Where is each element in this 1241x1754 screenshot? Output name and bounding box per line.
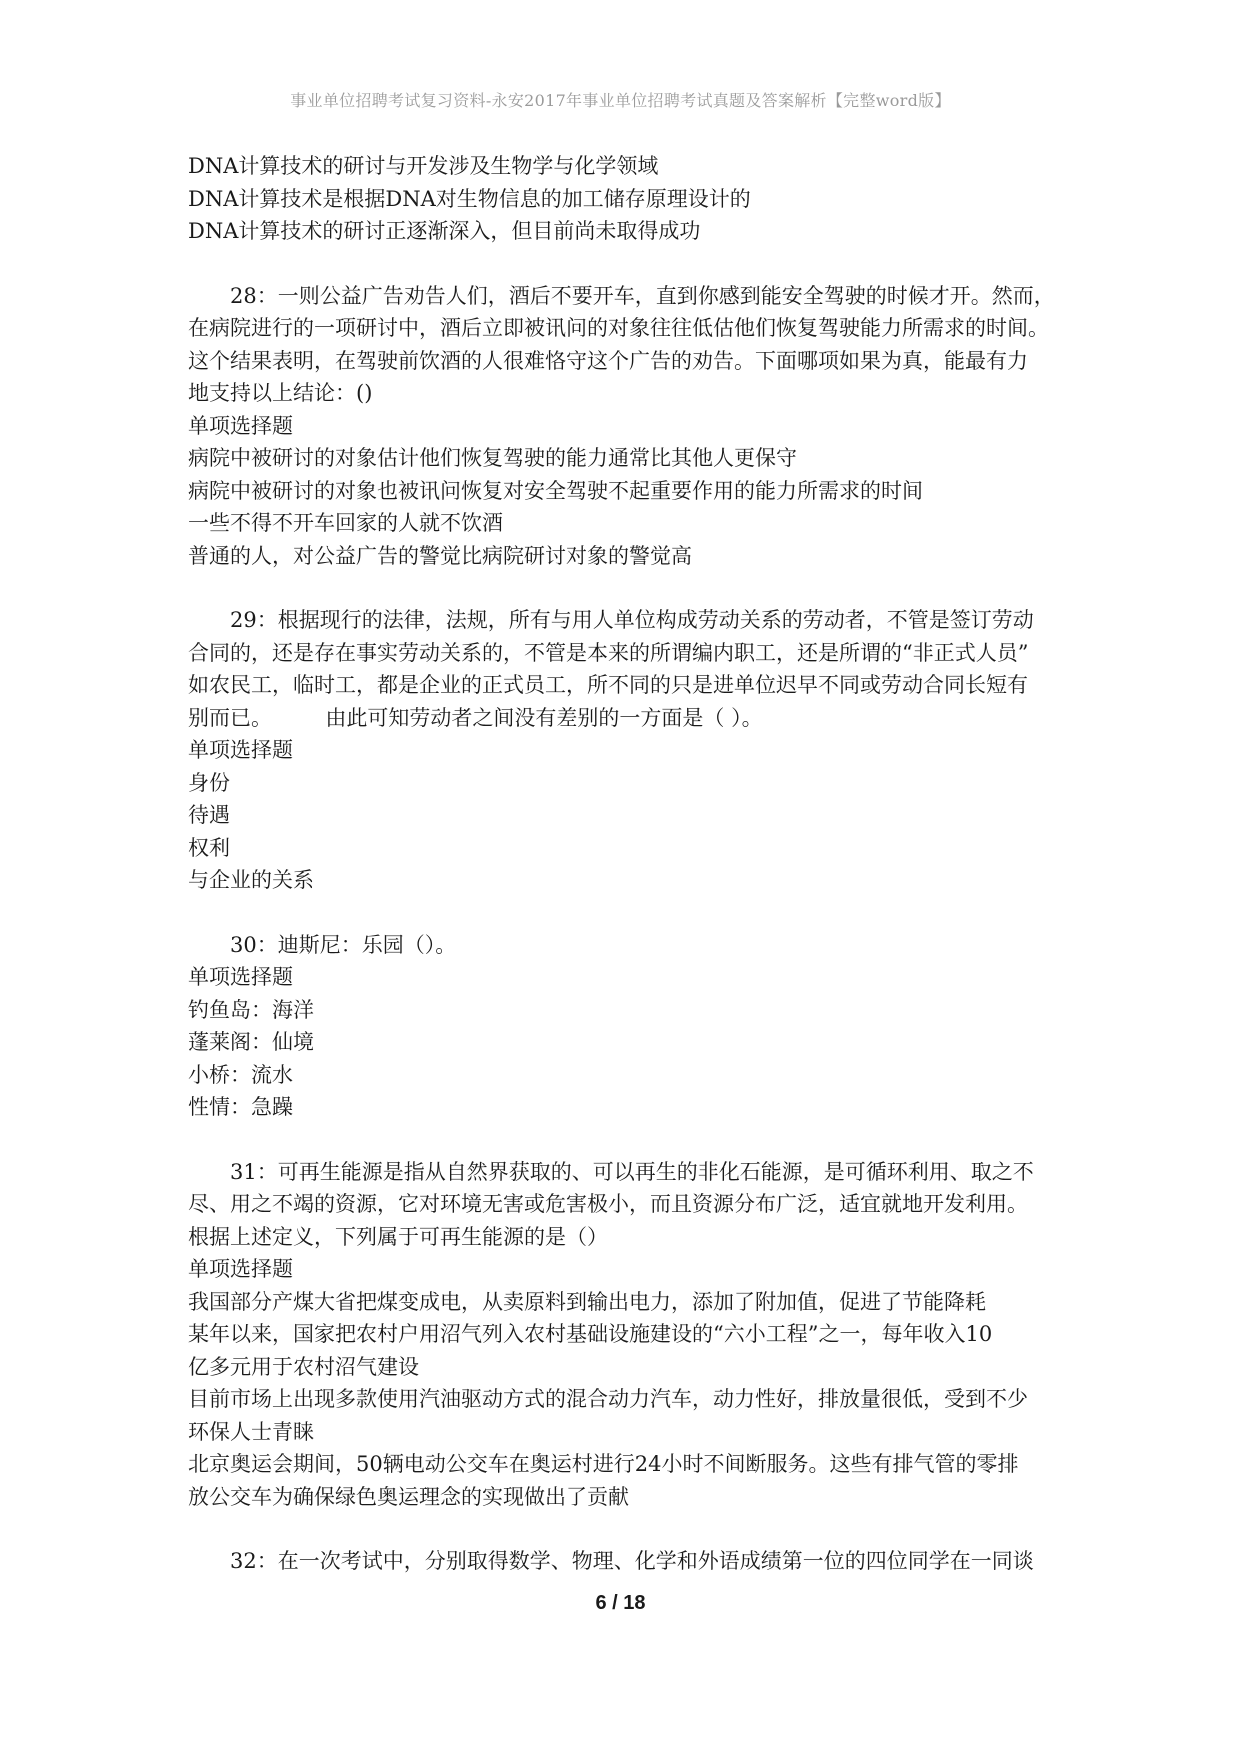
document-body [188,150,1068,1578]
question-28 [188,280,1068,573]
page-number: 6 / 18 [595,1592,646,1614]
question-stem-line: 合同的，还是存在事实劳动关系的，不管是本来的所谓编内职工，还是所谓的“非正式人员” [188,640,1029,665]
question-stem-line: 32：在一次考试中，分别取得数学、物理、化学和外语成绩第一位的四位同学在一同谈 [230,1549,1034,1573]
question-stem-line: 别而已。 由此可知劳动者之间没有差别的一方面是（ ）。 [188,705,763,730]
question-29 [188,604,1068,897]
question-30 [188,929,1068,1124]
option-line: 性情：急躁 [188,1095,293,1119]
page-header: 事业单位招聘考试复习资料-永安2017年事业单位招聘考试真题及答案解析【完整word版】 [290,91,951,110]
option-line: 待遇 [188,803,230,827]
option-line: 与企业的关系 [188,868,314,892]
question-31 [188,1156,1068,1514]
option-line: 目前市场上出现多款使用汽油驱动方式的混合动力汽车，动力性好，排放量很低，受到不少 [188,1387,1028,1411]
question-type: 单项选择题 [188,1257,293,1281]
option-line: 亿多元用于农村沼气建设 [188,1354,419,1379]
question-stem-line: 30：迪斯尼：乐园（）。 [230,932,457,957]
question-stem-line: 29：根据现行的法律，法规，所有与用人单位构成劳动关系的劳动者，不管是签订劳动 [230,608,1034,632]
question-type: 单项选择题 [188,413,293,438]
question-stem-line: 31：可再生能源是指从自然界获取的、可以再生的非化石能源，是可循环利用、取之不 [230,1159,1034,1184]
question-32 [188,1545,1068,1578]
option-line: DNA计算技术是根据DNA对生物信息的加工储存原理设计的 [188,186,751,211]
question-stem-line: 尽、用之不竭的资源，它对环境无害或危害极小，而且资源分布广泛，适宜就地开发利用。 [188,1192,1028,1216]
option-line: 小桥：流水 [188,1062,293,1087]
question-type: 单项选择题 [188,965,293,989]
option-line: 钓鱼岛：海洋 [188,997,314,1022]
option-line: DNA计算技术的研讨正逐渐深入，但目前尚未取得成功 [188,219,701,243]
option-line: 北京奥运会期间，50辆电动公交车在奥运村进行24小时不间断服务。这些有排气管的零排 [188,1452,1019,1476]
question-stem-line: 地支持以上结论：() [188,381,373,405]
q27-options-tail [188,150,1068,248]
question-stem-line: 在病院进行的一项研讨中，酒后立即被讯问的对象往往低估他们恢复驾驶能力所需求的时间。 [188,316,1049,340]
option-line: 病院中被研讨的对象也被讯问恢复对安全驾驶不起重要作用的能力所需求的时间 [188,478,923,503]
option-line: 环保人士青睐 [188,1419,314,1444]
option-line: 身份 [188,770,230,795]
option-line: 普通的人，对公益广告的警觉比病院研讨对象的警觉高 [188,543,692,568]
option-line: 某年以来，国家把农村户用沼气列入农村基础设施建设的“六小工程”之一，每年收入10 [188,1322,993,1346]
question-type: 单项选择题 [188,738,293,762]
option-line: 权利 [188,835,230,860]
option-line: 蓬莱阁：仙境 [188,1030,314,1054]
question-stem-line: 根据上述定义，下列属于可再生能源的是（） [188,1224,608,1249]
question-stem-line: 28：一则公益广告劝告人们，酒后不要开车，直到你感到能安全驾驶的时候才开。然而， [230,283,1055,308]
option-line: 一些不得不开车回家的人就不饮酒 [188,511,503,535]
option-line: 我国部分产煤大省把煤变成电，从卖原料到输出电力，添加了附加值，促进了节能降耗 [188,1289,986,1314]
option-line: 放公交车为确保绿色奥运理念的实现做出了贡献 [188,1484,629,1509]
question-stem-line: 如农民工，临时工，都是企业的正式员工，所不同的只是进单位迟早不同或劳动合同长短有 [188,673,1028,697]
option-line: 病院中被研讨的对象估计他们恢复驾驶的能力通常比其他人更保守 [188,446,797,470]
option-line: DNA计算技术的研讨与开发涉及生物学与化学领域 [188,154,659,178]
question-stem-line: 这个结果表明，在驾驶前饮酒的人很难恪守这个广告的劝告。下面哪项如果为真，能最有力 [188,348,1028,373]
